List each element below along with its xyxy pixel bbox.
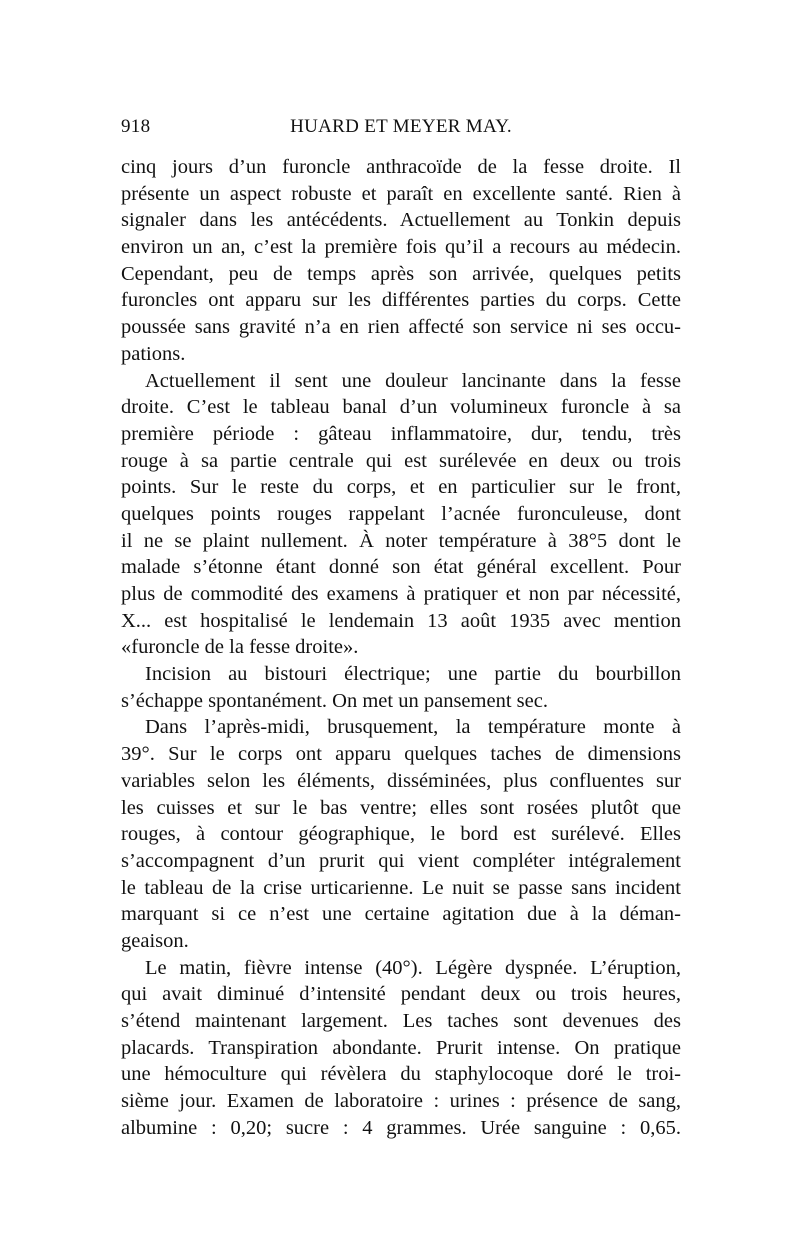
text-line: présente un aspect robuste et paraît en excellente santé. Rien à xyxy=(121,182,681,205)
text-line: 39°. Sur le corps ont apparu quelques taches de dimensions xyxy=(121,743,681,766)
paragraph xyxy=(121,661,681,714)
text-line: s’étend maintenant largement. Les taches sont devenues des xyxy=(121,1010,681,1032)
text-body xyxy=(121,154,681,1141)
text-line: quelques points rouges rappelant l’acnée furonculeuse, dont xyxy=(121,502,681,525)
text-line: Incision au bistouri électrique; une partie du bourbillon xyxy=(145,663,681,686)
running-title: HUARD ET MEYER MAY. xyxy=(290,116,512,137)
text-line: albumine : 0,20; sucre : 4 grammes. Urée sanguine : 0,65. xyxy=(121,1116,681,1139)
page-number: 918 xyxy=(121,116,151,137)
text-line: poussée sans gravité n’a en rien affecté son service ni ses occu- xyxy=(121,316,681,339)
paragraph xyxy=(121,714,681,954)
text-line: marquant si ce n’est une certaine agitation due à la déman- xyxy=(121,903,681,926)
paragraph xyxy=(121,368,681,662)
text-line: s’accompagnent d’un prurit qui vient compléter intégralement xyxy=(121,849,681,872)
text-line: Dans l’après-midi, brusquement, la température monte à xyxy=(145,716,681,739)
text-line: points. Sur le reste du corps, et en particulier sur le front, xyxy=(121,476,681,499)
text-line: plus de commodité des examens à pratiquer et non par nécessité, xyxy=(121,583,681,605)
text-line: rouge à sa partie centrale qui est surélevée en deux ou trois xyxy=(121,449,681,472)
text-line: «furoncle de la fesse droite». xyxy=(121,636,359,659)
text-line: X... est hospitalisé le lendemain 13 août 1935 avec mention xyxy=(121,609,681,632)
text-line: furoncles ont apparu sur les différentes parties du corps. Cette xyxy=(121,289,681,312)
running-head xyxy=(121,116,681,148)
text-line: les cuisses et sur le bas ventre; elles sont rosées plutôt que xyxy=(121,796,681,819)
text-line: Le matin, fièvre intense (40°). Légère dyspnée. L’éruption, xyxy=(145,956,681,979)
text-line: Actuellement il sent une douleur lancinante dans la fesse xyxy=(145,369,681,392)
text-line: rouges, à contour géographique, le bord est surélevé. Elles xyxy=(121,823,681,846)
text-line: le tableau de la crise urticarienne. Le nuit se passe sans incident xyxy=(121,876,681,899)
paragraph xyxy=(121,955,681,1142)
text-line: Cependant, peu de temps après son arrivée, quelques petits xyxy=(121,262,681,285)
text-line: une hémoculture qui révèlera du staphylocoque doré le troi- xyxy=(121,1063,681,1086)
text-line: qui avait diminué d’intensité pendant deux ou trois heures, xyxy=(121,983,681,1006)
text-line: malade s’étonne étant donné son état général excellent. Pour xyxy=(121,556,681,579)
text-line: il ne se plaint nullement. À noter température à 38°5 dont le xyxy=(121,529,681,552)
text-line: placards. Transpiration abondante. Prurit intense. On pratique xyxy=(121,1036,681,1059)
text-line: environ un an, c’est la première fois qu’il a recours au médecin. xyxy=(121,236,681,259)
text-line: première période : gâteau inflammatoire, dur, tendu, très xyxy=(121,422,681,445)
text-line: geaison. xyxy=(121,929,189,952)
text-line: variables selon les éléments, disséminées, plus confluentes sur xyxy=(121,769,681,792)
text-line: signaler dans les antécédents. Actuellement au Tonkin depuis xyxy=(121,209,681,232)
text-line: droite. C’est le tableau banal d’un volumineux furoncle à sa xyxy=(121,396,681,419)
text-line: s’échappe spontanément. On met un pansement sec. xyxy=(121,689,548,712)
paragraph xyxy=(121,154,681,368)
text-line: pations. xyxy=(121,342,186,365)
text-line: sième jour. Examen de laboratoire : urines : présence de sang, xyxy=(121,1090,681,1113)
text-line: cinq jours d’un furoncle anthracoïde de la fesse droite. Il xyxy=(121,156,681,178)
